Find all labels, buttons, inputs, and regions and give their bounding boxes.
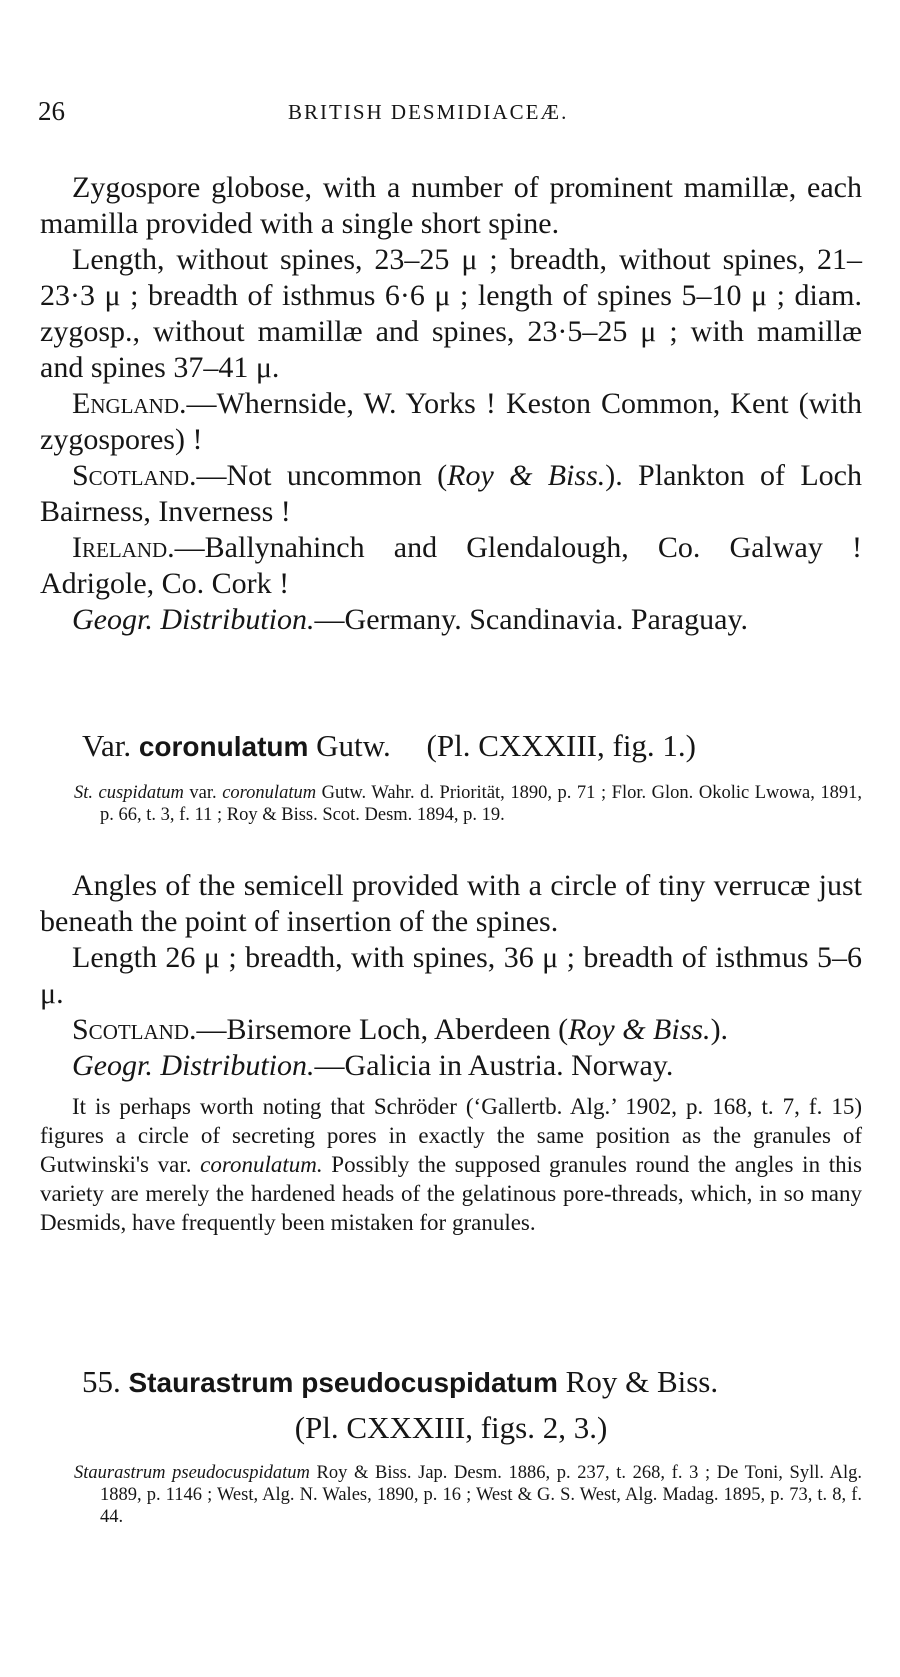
species-synonymy — [74, 1462, 862, 1528]
page-number: 26 — [38, 96, 65, 126]
variety-scotland-post: ). — [710, 1013, 729, 1046]
measurements-paragraph: Length, without spines, 23–25 μ ; breadth, without spines, 21–23·3 μ ; breadth of isthmus 6·6 μ ; length of spines 5–10 μ ; diam. zygosp., without mamillæ and spines, 23·5–25 μ ; with mamillæ and spines 37–41 μ. — [40, 243, 862, 384]
scotland-locality — [40, 458, 862, 530]
running-title: BRITISH DESMIDIACEÆ. — [288, 100, 569, 124]
scotland-authority: Roy & Biss. — [447, 459, 606, 492]
species-name: Staurastrum pseudocuspidatum — [128, 1367, 558, 1398]
geogr-label: Geogr. Distribution. — [72, 603, 315, 636]
scotland-text-post: ). Plankton of Loch Bairness, Inverness ! — [40, 459, 862, 528]
species-heading — [82, 1364, 718, 1400]
geographic-distribution — [40, 602, 862, 638]
variety-scotland — [40, 1012, 862, 1048]
syn-taxon: St. cuspidatum — [74, 783, 184, 803]
variety-scotland-authority: Roy & Biss. — [568, 1013, 711, 1046]
zygospore-paragraph: Zygospore globose, with a number of prominent mamillæ, each mamilla provided with a single short spine. — [40, 171, 862, 240]
variety-plate: (Pl. CXXXIII, fig. 1.) — [426, 728, 697, 763]
variety-scotland-label: Scotland. — [72, 1013, 197, 1046]
england-locality — [40, 386, 862, 458]
note-text-post: Possibly the supposed granules round the angles in this variety are merely the hardened heads of the gelatinous pore-threads, which, in so many Desmids, have frequently been mistaken for granules. — [40, 1152, 862, 1235]
variety-note-paragraph — [40, 1092, 862, 1237]
scotland-label: Scotland. — [72, 459, 197, 492]
variety-geogr-label: Geogr. Distribution. — [72, 1049, 315, 1082]
variety-prefix: Var. — [82, 728, 132, 763]
syn-references: Gutw. Wahr. d. Priorität, 1890, p. 71 ; Flor. Glon. Okolic Lwowa, 1891, p. 66, t. 3, f. 11 ; Roy & Biss. Scot. Desm. 1894, p. 19. — [100, 783, 863, 825]
species-description-continued — [40, 170, 862, 638]
note-italic: coronulatum. — [200, 1152, 323, 1177]
species-plate: (Pl. CXXXIII, figs. 2, 3.) — [294, 1410, 608, 1445]
species-number: 55. — [82, 1364, 121, 1399]
variety-heading — [82, 728, 696, 764]
variety-geogr-text: —Galicia in Austria. Norway. — [314, 1049, 674, 1082]
variety-geographic-distribution — [40, 1048, 862, 1084]
variety-name: coronulatum — [138, 731, 309, 762]
variety-description — [40, 868, 862, 1084]
variety-synonymy-text — [74, 782, 862, 826]
england-text: —Whernside, W. Yorks ! Keston Common, Kent (with zygospores) ! — [40, 387, 862, 456]
note-text-pre: It is perhaps worth noting that Schröder (‘Gallertb. Alg.’ 1902, p. 168, t. 7, f. 15) figures a circle of secreting pores in exactly the same position as the granules of Gutwinski's var. — [40, 1094, 862, 1177]
variety-note — [40, 1092, 862, 1237]
variety-scotland-pre: —Birsemore Loch, Aberdeen ( — [196, 1013, 569, 1046]
scotland-text-pre: —Not uncommon ( — [196, 459, 448, 492]
species-author: Roy & Biss. — [565, 1364, 719, 1399]
variety-measurements: Length 26 μ ; breadth, with spines, 36 μ ; breadth of isthmus 5–6 μ. — [40, 941, 862, 1010]
ireland-label: Ireland. — [72, 531, 175, 564]
syn-variety: coronulatum — [222, 783, 317, 803]
species-syn-taxon: Staurastrum pseudocuspidatum — [74, 1463, 310, 1483]
species-synonymy-text — [74, 1462, 862, 1528]
running-head — [38, 96, 868, 136]
variety-angles: Angles of the semicell provided with a circle of tiny verrucæ just beneath the point of insertion of the spines. — [40, 869, 862, 938]
syn-var: var. — [183, 783, 223, 803]
variety-author: Gutw. — [316, 728, 391, 763]
species-syn-references: Roy & Biss. Jap. Desm. 1886, p. 237, t. 268, f. 3 ; De Toni, Syll. Alg. 1889, p. 1146 ; West, Alg. N. Wales, 1890, p. 16 ; West & G. S. West, Alg. Madag. 1895, p. 73, t. 8, f. 44. — [100, 1463, 862, 1527]
ireland-text: —Ballynahinch and Glendalough, Co. Galway ! Adrigole, Co. Cork ! — [40, 531, 862, 600]
geogr-text: —Germany. Scandinavia. Paraguay. — [314, 603, 748, 636]
england-label: England. — [72, 387, 187, 420]
variety-synonymy — [74, 782, 862, 826]
ireland-locality — [40, 530, 862, 602]
